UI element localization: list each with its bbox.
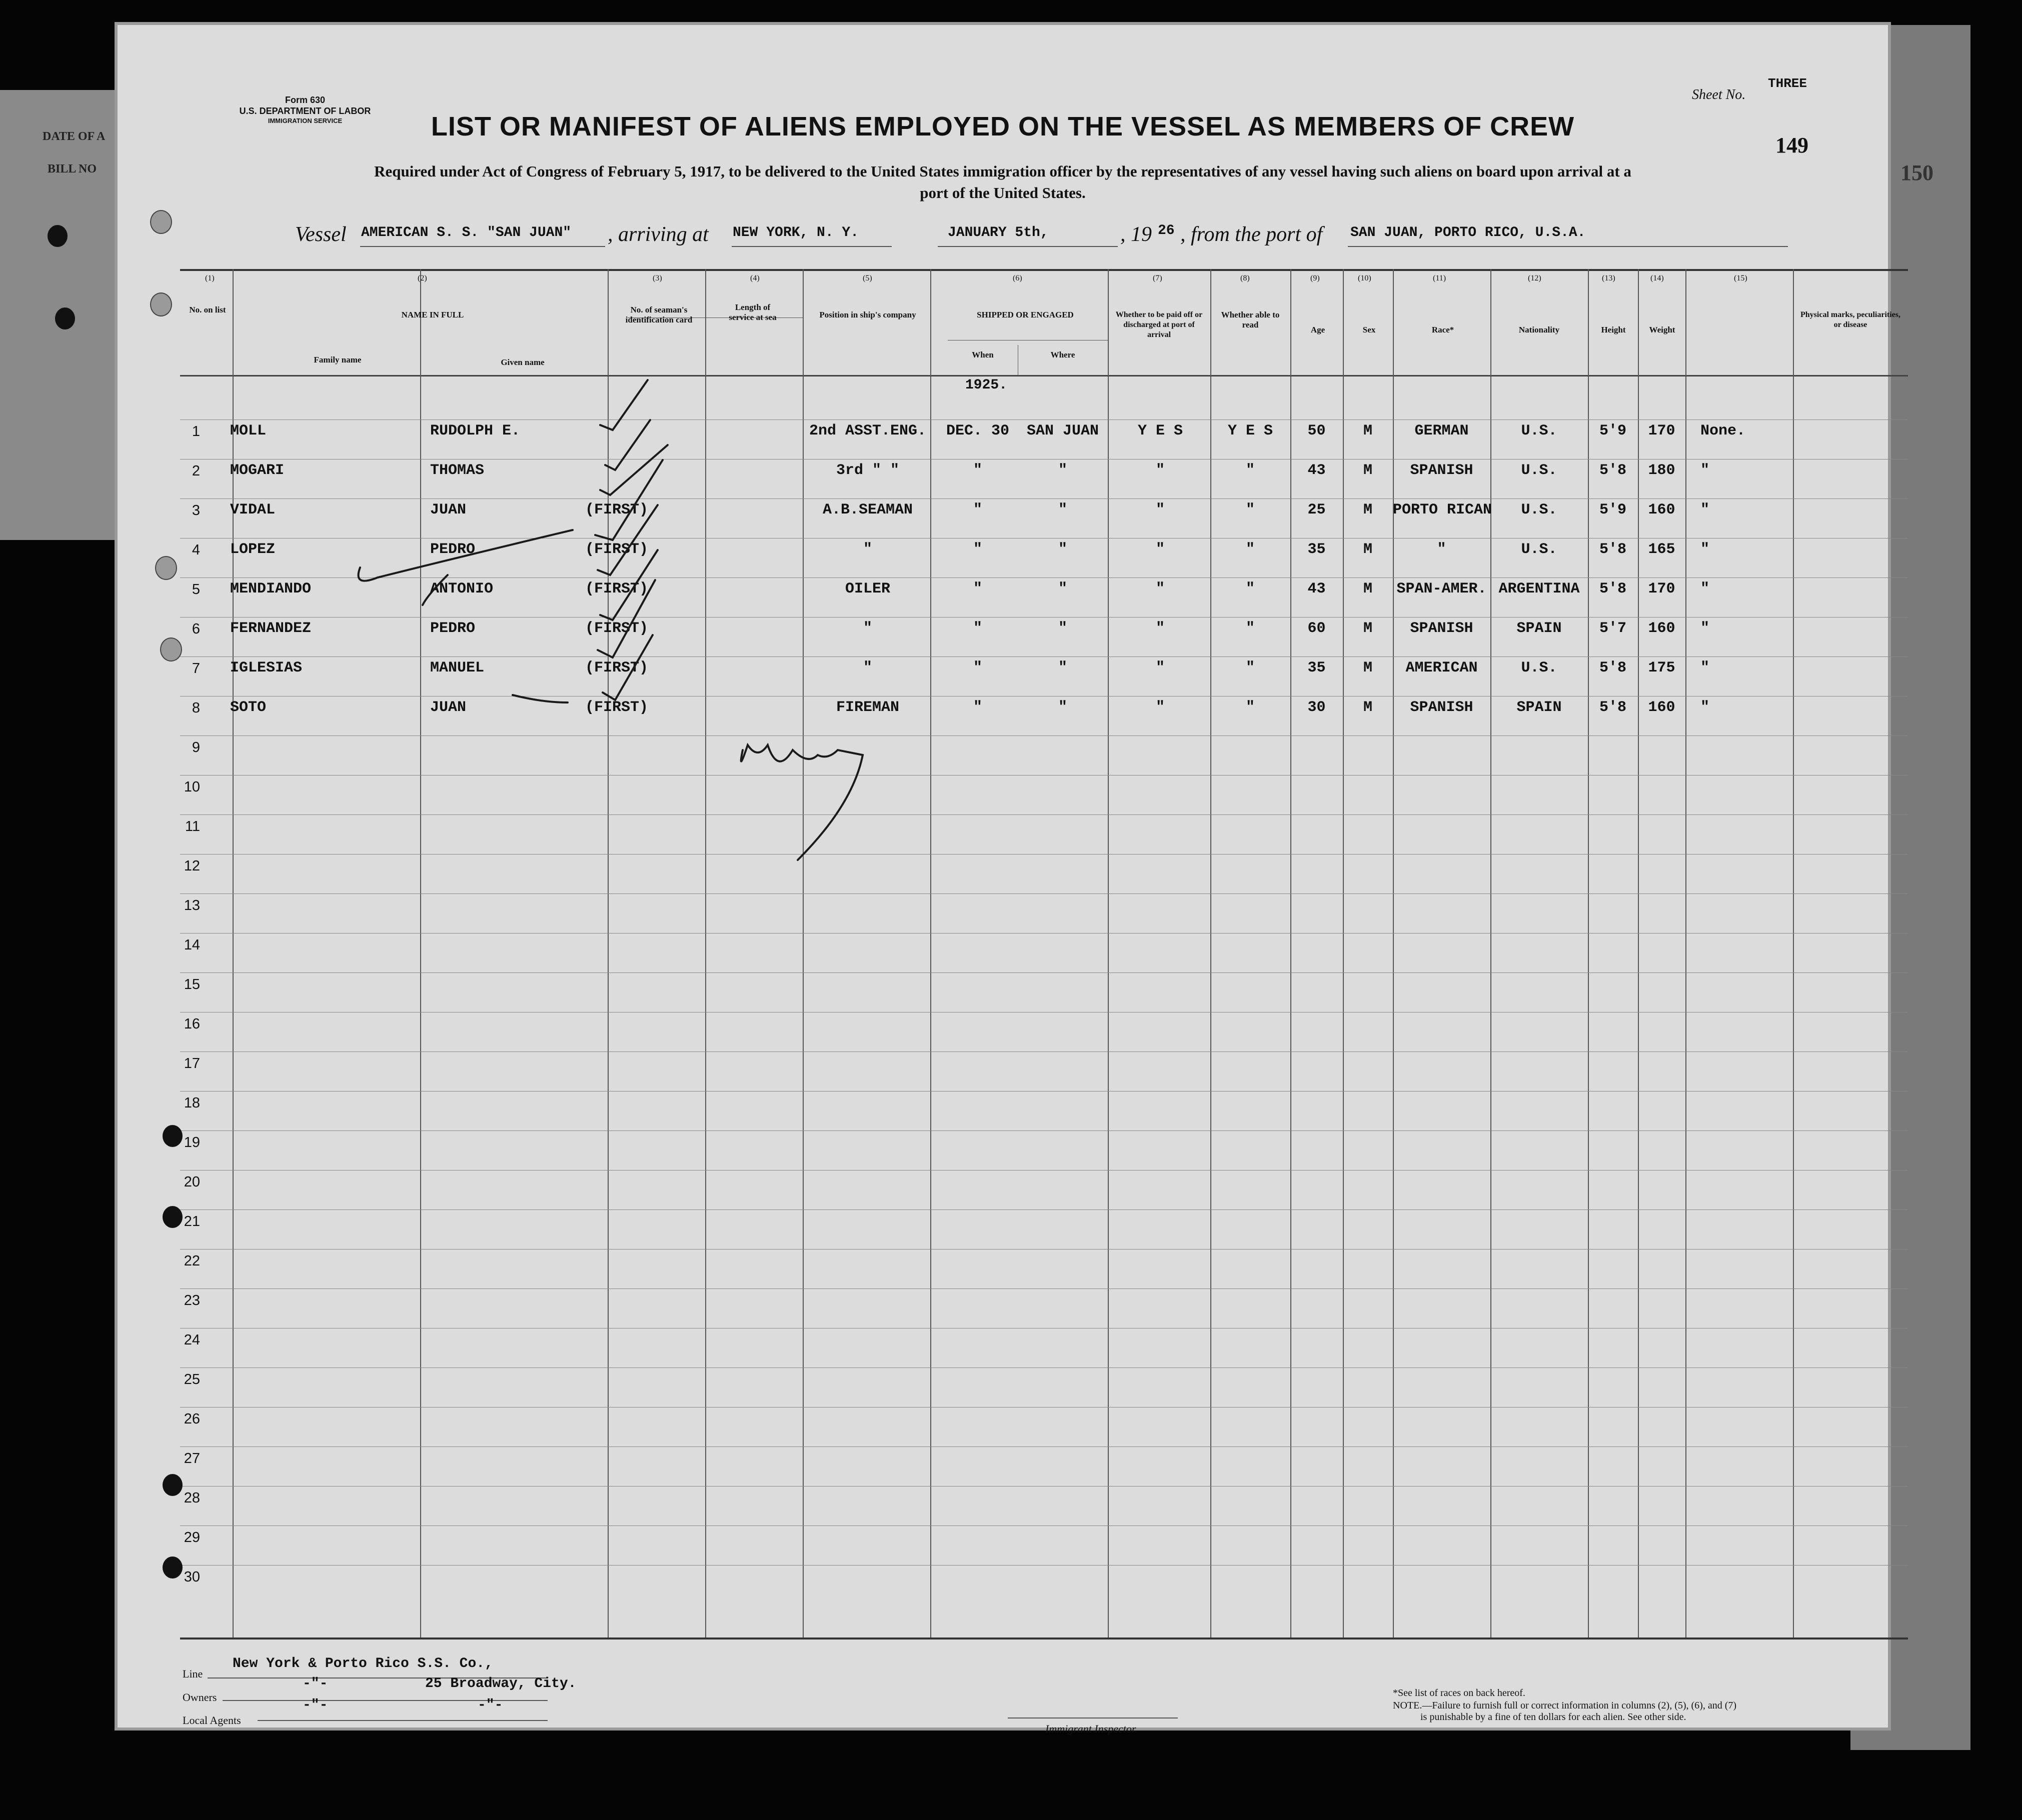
cell-read: " — [1245, 541, 1255, 558]
cell-age: 43 — [1307, 462, 1326, 479]
cell-nationality: SPAIN — [1516, 699, 1562, 716]
cell-height: 5'7 — [1599, 620, 1626, 637]
punch-hole — [150, 292, 172, 316]
cell-when: " — [973, 580, 982, 598]
arriving-label: , arriving at — [608, 223, 709, 246]
col-num-7: (7) — [1153, 274, 1162, 282]
vessel-label: Vessel — [295, 223, 347, 246]
cell-sex: M — [1363, 541, 1372, 558]
cell-age: 25 — [1307, 502, 1326, 518]
cell-position: " — [863, 541, 872, 558]
col-num-13: (13) — [1602, 274, 1615, 282]
cell-nationality: U.S. — [1521, 660, 1557, 676]
punch-hole — [163, 1474, 183, 1496]
cell-family: IGLESIAS — [230, 660, 303, 676]
owners-address: 25 Broadway, City. — [425, 1676, 577, 1692]
col-label-weight: Weight — [1649, 325, 1675, 334]
arriving-value: NEW YORK, N. Y. — [733, 225, 859, 240]
note-fine-2: is punishable by a fine of ten dollars for each alien. See other side. — [1420, 1712, 1686, 1722]
sheet-value: THREE — [1768, 76, 1807, 91]
cell-when: " — [973, 660, 982, 676]
cell-family: LOPEZ — [230, 541, 276, 558]
cell-given: JUAN — [430, 502, 467, 518]
cell-read: " — [1245, 620, 1255, 637]
col-num-4: (4) — [750, 274, 760, 282]
back-page-number: 150 — [1900, 160, 1933, 185]
col-label-height: Height — [1601, 325, 1626, 334]
row-number: 14 — [184, 937, 200, 953]
col-label-age: Age — [1310, 325, 1325, 334]
row-number: 13 — [184, 898, 200, 914]
cell-read: Y E S — [1227, 422, 1273, 440]
cell-nationality: ARGENTINA — [1498, 580, 1580, 598]
col-label-sex: Sex — [1362, 325, 1376, 334]
cell-nationality: U.S. — [1521, 422, 1557, 440]
cell-paid: " — [1155, 502, 1165, 518]
cell-sex: M — [1363, 620, 1372, 637]
cell-given: MANUEL — [430, 660, 485, 676]
owners-value: -"- — [303, 1676, 328, 1692]
inspector-signature — [741, 745, 863, 860]
cell-family: VIDAL — [230, 502, 276, 518]
cell-nationality: U.S. — [1521, 462, 1557, 479]
sheet-label: Sheet No. — [1692, 87, 1746, 102]
punch-hole — [155, 556, 177, 580]
cell-age: 30 — [1307, 699, 1326, 716]
cell-when: " — [973, 699, 982, 716]
cell-where: SAN JUAN — [1026, 422, 1099, 440]
cell-paid: " — [1155, 699, 1165, 716]
cell-race: SPAN-AMER. — [1396, 580, 1487, 598]
cell-weight: 160 — [1648, 620, 1675, 637]
col-label-where: Where — [1050, 350, 1075, 360]
handwriting-marks — [118, 25, 1888, 1728]
col-label-paid: Whether to be paid off or discharged at port of arrival — [1115, 310, 1203, 339]
cell-no: 5 — [192, 582, 200, 598]
col-label-when: When — [972, 350, 994, 360]
col-label-nationality: Nationality — [1518, 325, 1560, 334]
col-num-8: (8) — [1240, 274, 1250, 282]
col-num-14: (14) — [1650, 274, 1664, 282]
agents-label: Local Agents — [183, 1714, 241, 1726]
cell-weight: 170 — [1648, 422, 1675, 440]
cell-when: DEC. 30 — [946, 422, 1010, 440]
cell-family: MOGARI — [230, 462, 285, 479]
col-num-5: (5) — [863, 274, 872, 282]
row-number: 29 — [184, 1530, 200, 1546]
col-label-card: No. of seaman's identification card — [625, 305, 693, 324]
cell-family: MENDIANDO — [230, 580, 312, 598]
row-number: 30 — [184, 1569, 200, 1585]
cell-height: 5'8 — [1599, 580, 1626, 598]
cell-nationality: U.S. — [1521, 502, 1557, 518]
cell-marks: " — [1700, 580, 1710, 598]
cell-position: FIREMAN — [836, 699, 900, 716]
cell-when: " — [973, 462, 982, 479]
col-label-shipped: SHIPPED OR ENGAGED — [977, 310, 1074, 320]
col-label-marks: Physical marks, peculiarities, or disease — [1800, 310, 1900, 329]
cell-given: ANTONIO — [430, 580, 494, 598]
cell-weight: 165 — [1648, 541, 1675, 558]
cell-age: 35 — [1307, 541, 1326, 558]
cell-sex: M — [1363, 462, 1372, 479]
cell-given: THOMAS — [430, 462, 485, 479]
cell-family: MOLL — [230, 422, 267, 440]
owners-label: Owners — [183, 1691, 217, 1704]
cell-family: FERNANDEZ — [230, 620, 312, 637]
row-number: 15 — [184, 976, 200, 992]
row-number: 28 — [184, 1490, 200, 1506]
punch-hole — [150, 210, 172, 234]
row-number: 11 — [185, 818, 200, 834]
cell-race: PORTO RICAN — [1393, 502, 1492, 518]
row-number: 9 — [192, 740, 200, 756]
col-label-service: Length of service at sea — [729, 302, 777, 322]
row-number: 16 — [184, 1016, 200, 1032]
cell-race: SPANISH — [1410, 462, 1473, 479]
cell-height: 5'8 — [1599, 541, 1626, 558]
note-races: *See list of races on back hereof. — [1393, 1688, 1525, 1698]
check-mark — [600, 550, 658, 620]
col-label-race: Race* — [1431, 325, 1454, 334]
row-number: 27 — [184, 1450, 200, 1466]
cell-height: 5'9 — [1599, 502, 1626, 518]
cell-height: 5'8 — [1599, 660, 1626, 676]
cell-where: " — [1058, 580, 1067, 598]
back-tab-line2: BILL NO — [48, 162, 97, 176]
cell-marks: " — [1700, 660, 1710, 676]
cell-no: 6 — [192, 621, 200, 637]
col-label-name: NAME IN FULL — [401, 310, 464, 320]
row-number: 17 — [184, 1056, 200, 1072]
row-number: 10 — [184, 779, 200, 795]
cell-given: PEDRO — [430, 541, 476, 558]
inspector-label: Immigrant Inspector. — [1045, 1722, 1138, 1735]
cell-card: (FIRST) — [585, 580, 649, 598]
line-label: Line — [183, 1668, 203, 1680]
cell-sex: M — [1363, 580, 1372, 598]
cell-marks: " — [1700, 502, 1710, 518]
cell-where: " — [1058, 502, 1067, 518]
cell-marks: " — [1700, 620, 1710, 637]
row-number: 24 — [184, 1332, 200, 1348]
cell-given: PEDRO — [430, 620, 476, 637]
col-num-15: (15) — [1734, 274, 1747, 282]
cell-where: " — [1058, 660, 1067, 676]
cell-read: " — [1245, 580, 1255, 598]
punch-hole — [163, 1125, 183, 1147]
cell-position: 3rd " " — [836, 462, 900, 479]
row-number: 22 — [184, 1253, 200, 1269]
cell-when: " — [973, 541, 982, 558]
col-label-family: Family name — [314, 355, 362, 364]
col-num-1: (1) — [205, 274, 215, 282]
cell-race: SPANISH — [1410, 699, 1473, 716]
subtitle-line2: port of the United States. — [920, 184, 1086, 202]
cell-read: " — [1245, 502, 1255, 518]
cell-given: JUAN — [430, 699, 467, 716]
cell-weight: 170 — [1648, 580, 1675, 598]
cell-card: (FIRST) — [585, 699, 649, 716]
col-num-12: (12) — [1528, 274, 1541, 282]
cell-paid: Y E S — [1137, 422, 1183, 440]
col-label-read: Whether able to read — [1221, 310, 1280, 330]
punch-hole — [163, 1556, 183, 1578]
cell-paid: " — [1155, 541, 1165, 558]
cell-position: " — [863, 620, 872, 637]
cell-marks: None. — [1700, 422, 1746, 440]
form-number: Form 630 — [285, 95, 326, 105]
cell-given: RUDOLPH E. — [430, 422, 521, 440]
cell-nationality: U.S. — [1521, 541, 1557, 558]
cell-no: 4 — [192, 542, 200, 558]
page-title: LIST OR MANIFEST OF ALIENS EMPLOYED ON THE VESSEL AS MEMBERS OF CREW — [431, 112, 1575, 142]
cell-position: 2nd ASST.ENG. — [809, 422, 927, 440]
cell-paid: " — [1155, 620, 1165, 637]
check-mark — [600, 380, 648, 430]
service: IMMIGRATION SERVICE — [268, 117, 343, 124]
cell-height: 5'8 — [1599, 699, 1626, 716]
department: U.S. DEPARTMENT OF LABOR — [239, 106, 371, 116]
row-number: 21 — [184, 1214, 200, 1230]
col-label-given: Given name — [501, 358, 545, 367]
cell-sex: M — [1363, 422, 1372, 440]
cell-position: A.B.SEAMAN — [822, 502, 913, 518]
cell-marks: " — [1700, 541, 1710, 558]
cell-paid: " — [1155, 660, 1165, 676]
pen-line — [423, 575, 448, 605]
cell-height: 5'9 — [1599, 422, 1626, 440]
cell-card: (FIRST) — [585, 541, 649, 558]
col-label-position: Position in ship's company — [819, 310, 916, 320]
year-prefix: , 19 — [1120, 223, 1152, 246]
cell-no: 1 — [192, 424, 200, 440]
agents-address: -"- — [478, 1698, 503, 1713]
cell-no: 8 — [192, 700, 200, 716]
agents-value: -"- — [303, 1698, 328, 1713]
punch-hole — [163, 1206, 183, 1228]
cell-age: 35 — [1307, 660, 1326, 676]
cell-no: 3 — [192, 502, 200, 518]
cell-nationality: SPAIN — [1516, 620, 1562, 637]
col-num-11: (11) — [1433, 274, 1446, 282]
check-mark — [605, 420, 650, 470]
page-number: 149 — [1775, 133, 1808, 158]
punch-hole — [160, 638, 182, 662]
cell-no: 2 — [192, 463, 200, 479]
row-number: 19 — [184, 1134, 200, 1150]
col-num-6: (6) — [1013, 274, 1022, 282]
note-fine-1: NOTE.—Failure to furnish full or correct information in columns (2), (5), (6), and (7) — [1393, 1700, 1737, 1711]
cell-where: " — [1058, 699, 1067, 716]
cell-paid: " — [1155, 462, 1165, 479]
cell-family: SOTO — [230, 699, 267, 716]
back-tab-line1: DATE OF A — [43, 130, 106, 143]
cell-race: AMERICAN — [1405, 660, 1478, 676]
cell-race: SPANISH — [1410, 620, 1473, 637]
row-number: 25 — [184, 1372, 200, 1388]
cell-weight: 160 — [1648, 699, 1675, 716]
cell-weight: 180 — [1648, 462, 1675, 479]
row-number: 23 — [184, 1292, 200, 1308]
pen-line — [359, 530, 573, 581]
from-label: , from the port of — [1180, 223, 1323, 246]
col-num-2: (2) — [418, 274, 427, 282]
year-value: 26 — [1158, 223, 1175, 238]
vessel-value: AMERICAN S. S. "SAN JUAN" — [361, 225, 572, 240]
punch-hole — [55, 308, 75, 330]
col-num-3: (3) — [653, 274, 662, 282]
check-mark — [595, 460, 663, 540]
cell-read: " — [1245, 462, 1255, 479]
cell-marks: " — [1700, 699, 1710, 716]
date-value: JANUARY 5th, — [948, 225, 1049, 240]
cell-when: " — [973, 502, 982, 518]
cell-weight: 160 — [1648, 502, 1675, 518]
cell-card: (FIRST) — [585, 502, 649, 518]
row-number: 20 — [184, 1174, 200, 1190]
manifest-sheet — [118, 25, 1900, 1735]
cell-age: 60 — [1307, 620, 1326, 637]
cell-height: 5'8 — [1599, 462, 1626, 479]
cell-where: " — [1058, 462, 1067, 479]
cell-position: " — [863, 660, 872, 676]
cell-weight: 175 — [1648, 660, 1675, 676]
cell-position: OILER — [845, 580, 890, 598]
cell-race: GERMAN — [1414, 422, 1469, 440]
cell-card: (FIRST) — [585, 660, 649, 676]
col-label-no: No. on list — [189, 305, 226, 314]
line-value: New York & Porto Rico S.S. Co., — [233, 1656, 493, 1672]
cell-when: " — [973, 620, 982, 637]
cell-card: (FIRST) — [585, 620, 649, 637]
cell-age: 43 — [1307, 580, 1326, 598]
row-number: 12 — [184, 858, 200, 874]
cell-sex: M — [1363, 502, 1372, 518]
col-num-9: (9) — [1310, 274, 1320, 282]
cell-read: " — [1245, 699, 1255, 716]
cell-sex: M — [1363, 660, 1372, 676]
pen-line — [513, 695, 568, 702]
year-note: 1925. — [965, 378, 1008, 393]
check-mark — [603, 635, 653, 700]
row-number: 18 — [184, 1095, 200, 1111]
cell-marks: " — [1700, 462, 1710, 479]
cell-sex: M — [1363, 699, 1372, 716]
row-number: 26 — [184, 1411, 200, 1427]
subtitle-line1: Required under Act of Congress of February 5, 1917, to be delivered to the United States immigration officer by the representatives of any vessel having such aliens on board upon arrival at a — [374, 162, 1631, 180]
cell-no: 7 — [192, 660, 200, 676]
cell-read: " — [1245, 660, 1255, 676]
punch-hole — [48, 225, 68, 247]
cell-where: " — [1058, 541, 1067, 558]
from-value: SAN JUAN, PORTO RICO, U.S.A. — [1350, 225, 1586, 240]
cell-paid: " — [1155, 580, 1165, 598]
cell-race: " — [1437, 541, 1446, 558]
cell-where: " — [1058, 620, 1067, 637]
cell-age: 50 — [1307, 422, 1326, 440]
col-num-10: (10) — [1358, 274, 1371, 282]
